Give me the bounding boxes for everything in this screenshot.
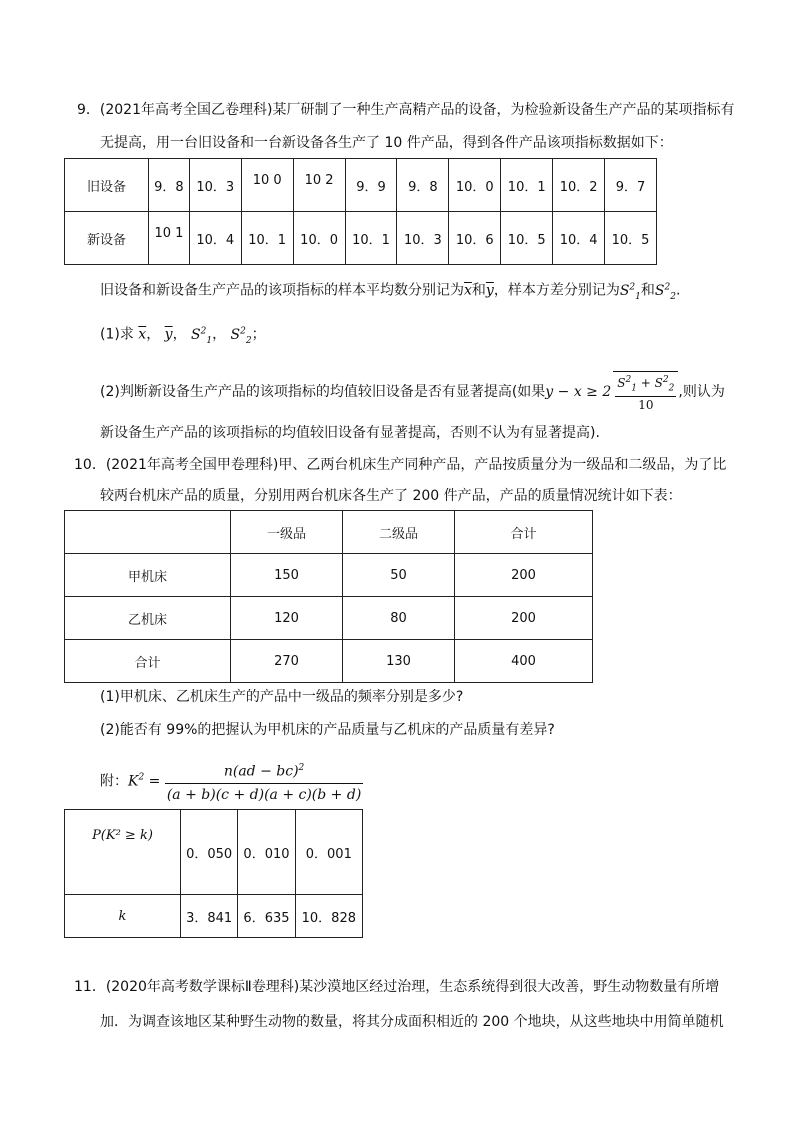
q10-sub1: (1)甲机床、乙机床生产的产品中一级品的频率分别是多少? xyxy=(100,689,464,705)
p-value: 0．010 xyxy=(238,810,295,895)
s1-squared-symbol: $S^2_1$ xyxy=(619,282,641,302)
q10-line2: 较两台机床产品的质量，分别用两台机床各生产了 200 件产品，产品的质量情况统计如下表： xyxy=(100,488,682,504)
q9-data-table xyxy=(64,158,657,265)
q9-old-cell: 9．7 xyxy=(605,159,657,212)
q9-old-cell: 10．0 xyxy=(449,159,501,212)
q10-row xyxy=(65,597,593,640)
q9-new-cell: 10．6 xyxy=(449,212,501,265)
k-label: k xyxy=(65,895,181,938)
q11-line2: 加．为调查该地区某种野生动物的数量，将其分成面积相近的 200 个地块，从这些地块中用简单随机 xyxy=(100,1014,724,1030)
q10-cell: 乙机床 xyxy=(65,597,231,640)
q10-cell: 200 xyxy=(455,597,593,640)
q9-inequality: y − x ≥ 2 xyxy=(545,384,612,401)
q10-sub2: (2)能否有 99%的把握认为甲机床的产品质量与乙机床的产品质量有差异? xyxy=(100,722,555,738)
q9-old-cell: 9．9 xyxy=(345,159,397,212)
p-value: 0．050 xyxy=(181,810,238,895)
p-value: 0．001 xyxy=(295,810,362,895)
sqrt-expression: $\frac{S^2_1 + S^2_2}{10}$ xyxy=(613,371,678,413)
q10-header-cell: 合计 xyxy=(455,511,593,554)
q10-cell: 400 xyxy=(455,640,593,683)
q10-cell: 合计 xyxy=(65,640,231,683)
k-value: 10．828 xyxy=(295,895,362,938)
q10-header-row xyxy=(65,511,593,554)
q9-new-cell: 10．3 xyxy=(397,212,449,265)
q10-line1: 10．(2021年高考全国甲卷理科)甲、乙两台机床生产同种产品，产品按质量分为一级品和二级品，为了比 xyxy=(74,457,727,473)
q9-old-cell: 10．2 xyxy=(553,159,605,212)
q9-old-cell: 10．1 xyxy=(501,159,553,212)
q9-new-cell: 10．5 xyxy=(605,212,657,265)
q9-old-cell: 9．8 xyxy=(149,159,190,212)
q10-quality-table xyxy=(64,510,593,683)
q9-old-label: 旧设备 xyxy=(65,159,149,212)
q9-part2-line2: 新设备生产产品的该项指标的均值较旧设备有显著提高，否则不认为有显著提高). xyxy=(100,425,600,441)
k-value: 6．635 xyxy=(238,895,295,938)
q10-cell: 270 xyxy=(231,640,343,683)
q10-header-cell xyxy=(65,511,231,554)
q10-p-table xyxy=(64,809,363,938)
q10-cell: 150 xyxy=(231,554,343,597)
p-row xyxy=(65,810,363,895)
k-value: 3．841 xyxy=(181,895,238,938)
x-bar-symbol: $\overline{x}$ xyxy=(464,282,472,299)
q10-cell: 200 xyxy=(455,554,593,597)
q10-cell: 甲机床 xyxy=(65,554,231,597)
q9-part2: (2)判断新设备生产产品的该项指标的均值较旧设备是否有显著提高(如果y − x ≥ 2 $\frac{S^2_1 + S^2_2}{10}$ ,则认为 xyxy=(100,371,725,413)
q9-new-cell: 10．4 xyxy=(189,212,241,265)
q9-old-cell: 10 2 xyxy=(293,159,345,212)
q9-old-row xyxy=(65,159,657,212)
q9-new-label: 新设备 xyxy=(65,212,149,265)
q10-cell: 130 xyxy=(343,640,455,683)
q9-new-cell: 10．4 xyxy=(553,212,605,265)
q10-cell: 80 xyxy=(343,597,455,640)
q10-row xyxy=(65,640,593,683)
q9-new-cell: 10 1 xyxy=(149,212,190,265)
q9-new-cell: 10．0 xyxy=(293,212,345,265)
q11-line1: 11．(2020年高考数学课标Ⅱ卷理科)某沙漠地区经过治理，生态系统得到很大改善，野生动物数量有所增 xyxy=(74,979,720,995)
q10-cell: 50 xyxy=(343,554,455,597)
k2-fraction: $\frac{n(ad - bc)^2}{(a + b)(c + d)(a + c)(b + d)}$ xyxy=(165,757,363,806)
q9-line2: 无提高，用一台旧设备和一台新设备各生产了 10 件产品，得到各件产品该项指标数据如下： xyxy=(100,135,673,151)
q10-header-cell: 一级品 xyxy=(231,511,343,554)
q9-description: 旧设备和新设备生产产品的该项指标的样本平均数分别记为$\overline{x}$和$\overline{y}$，样本方差分别记为$S^2_1$和$S^2_2$. xyxy=(100,282,681,302)
q9-part1: (1)求 $\overline{x}$， $\overline{y}$， $S^2_1$， $S^2_2$； xyxy=(100,326,266,346)
q9-old-cell: 10 0 xyxy=(241,159,293,212)
q9-new-cell: 10．5 xyxy=(501,212,553,265)
y-bar-symbol: $\overline{y}$ xyxy=(485,282,494,299)
k-row xyxy=(65,895,363,938)
q10-formula: 附：$K^2$ = $\frac{n(ad - bc)^2}{(a + b)(c + d)(a + c)(b + d)}$ xyxy=(100,757,363,806)
q9-old-cell: 10．3 xyxy=(189,159,241,212)
q9-new-row xyxy=(65,212,657,265)
s2-squared-symbol: $S^2_2$ xyxy=(654,282,676,302)
q9-old-cell: 9．8 xyxy=(397,159,449,212)
q10-header-cell: 二级品 xyxy=(343,511,455,554)
q10-row xyxy=(65,554,593,597)
q9-line1: 9．(2021年高考全国乙卷理科)某厂研制了一种生产高精产品的设备，为检验新设备生产产品的某项指标有 xyxy=(77,102,735,118)
p-label: P(K² ≥ k) xyxy=(65,810,181,895)
q9-new-cell: 10．1 xyxy=(345,212,397,265)
q10-cell: 120 xyxy=(231,597,343,640)
q9-new-cell: 10．1 xyxy=(241,212,293,265)
